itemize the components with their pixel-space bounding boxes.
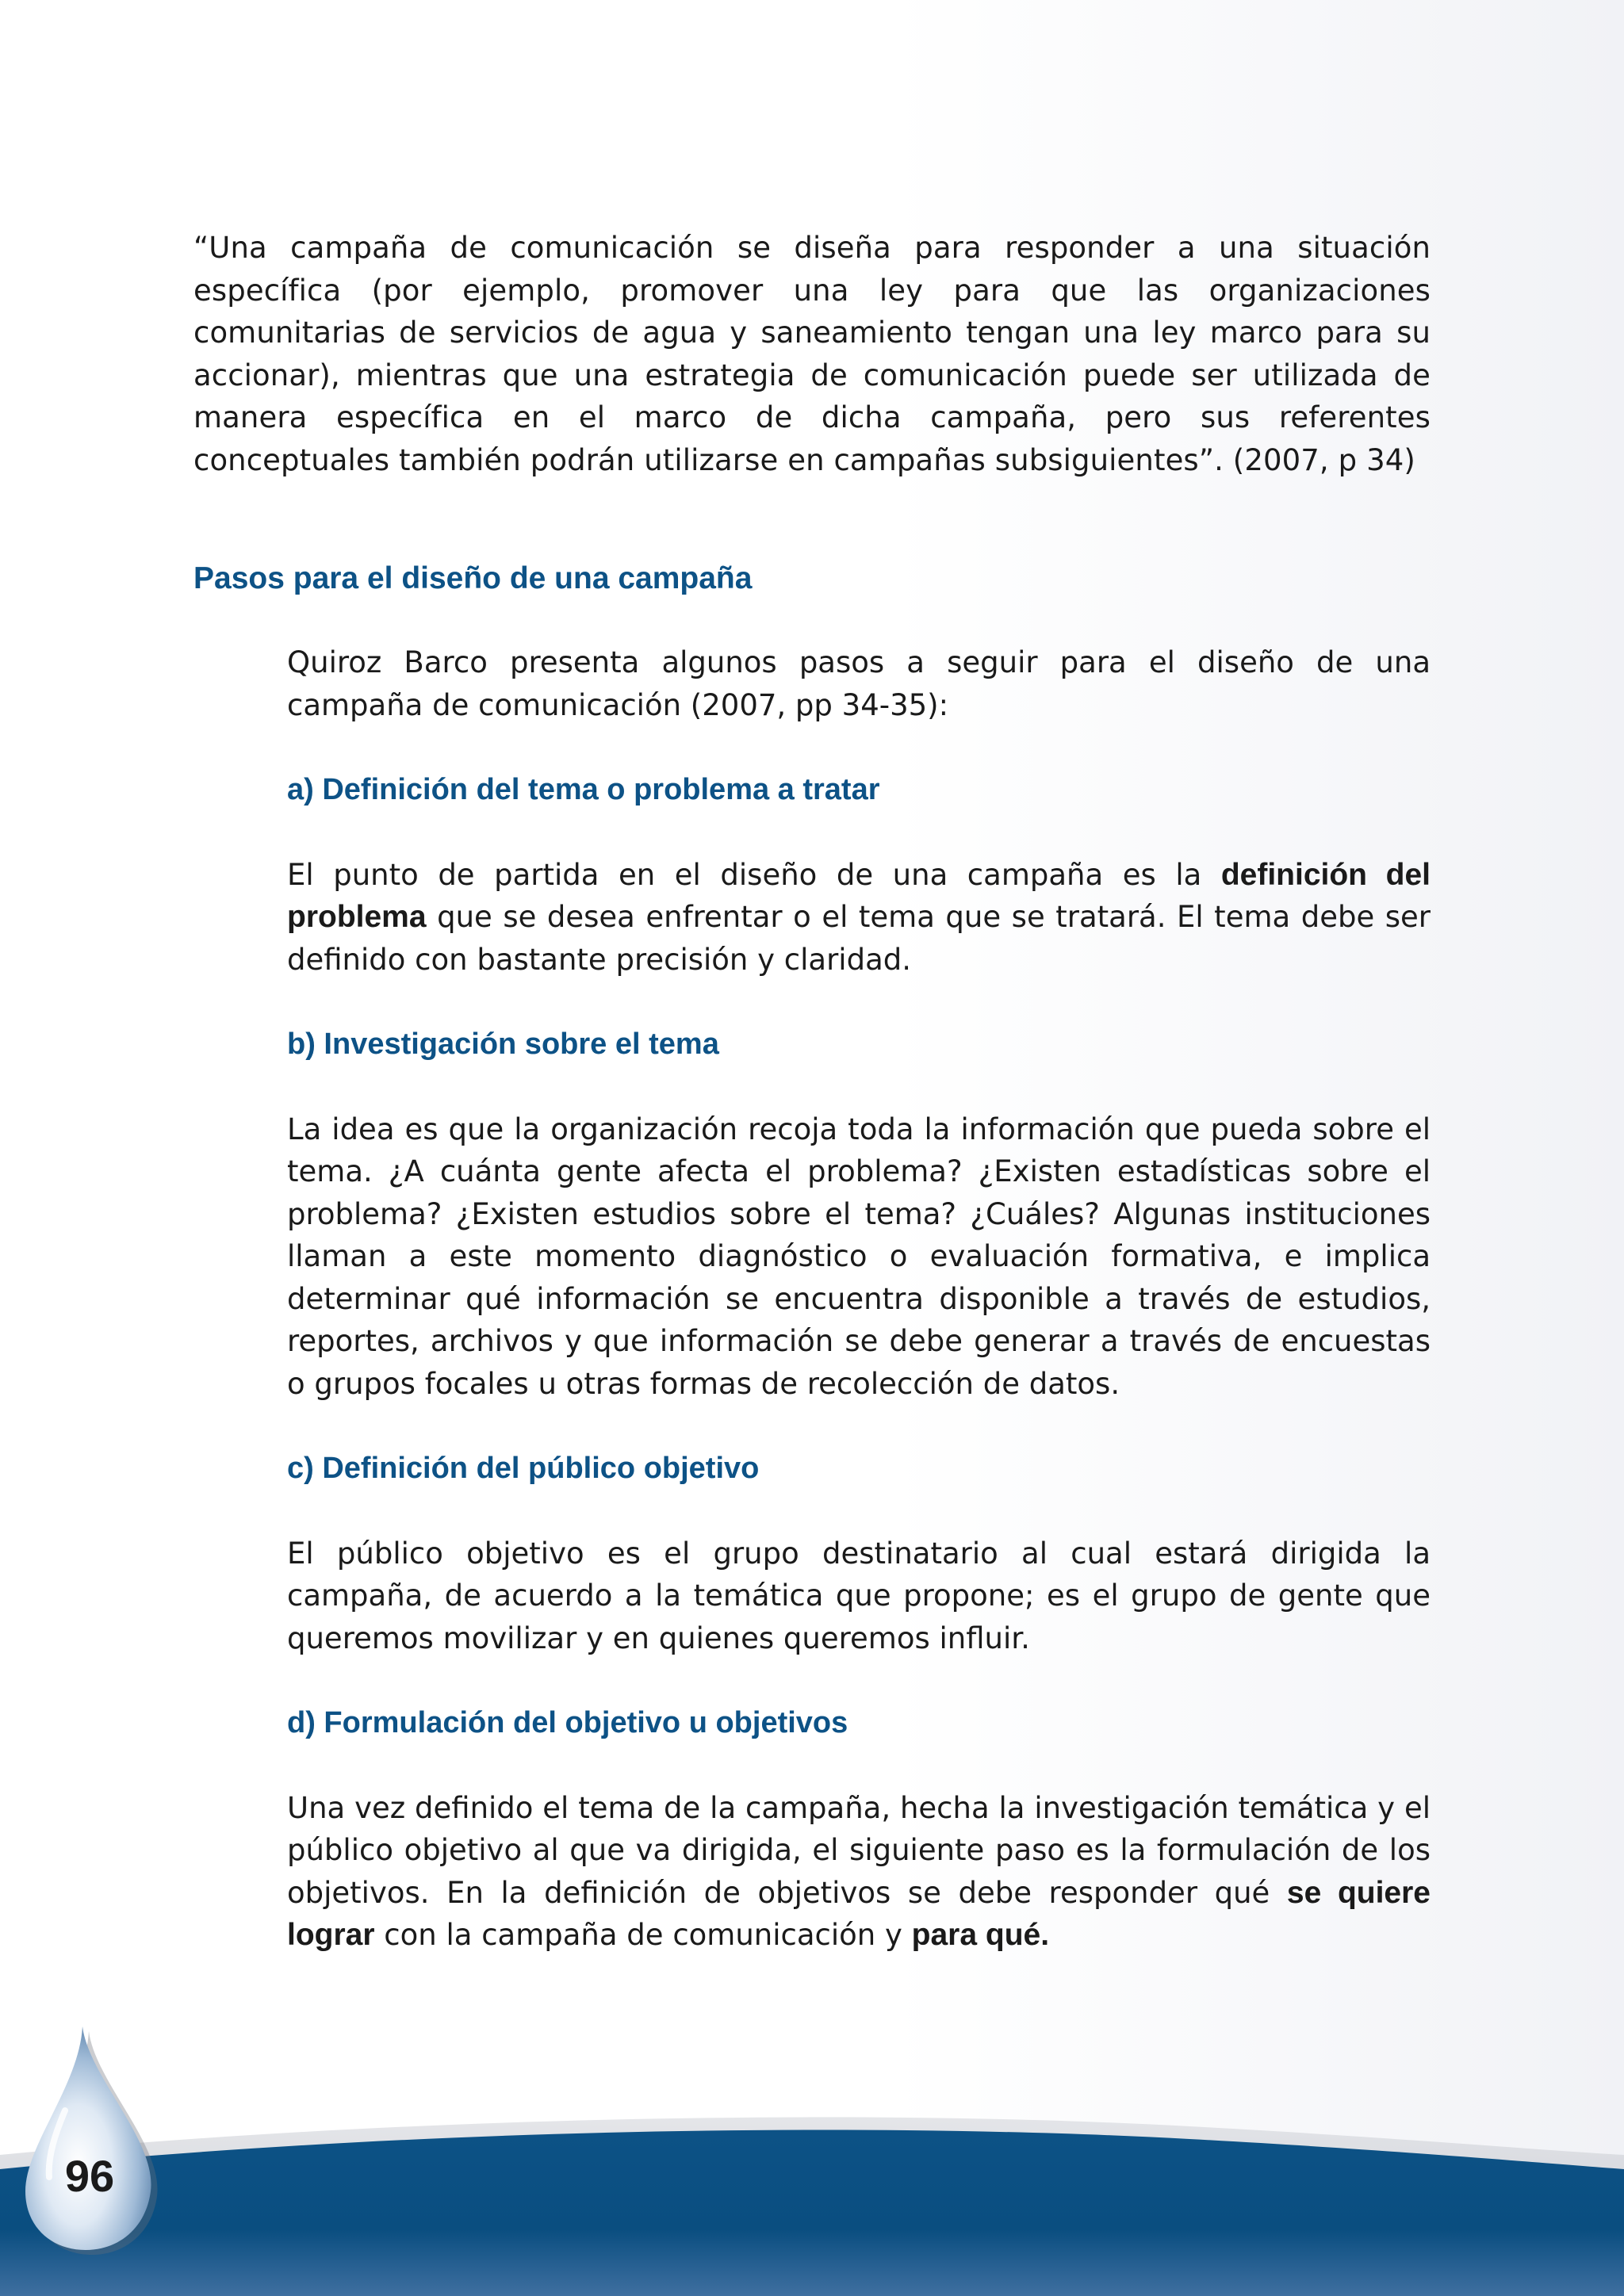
step-a-text-after: que se desea enfrentar o el tema que se tratará. El tema debe ser definido con bastante precisión y claridad. xyxy=(287,900,1431,977)
step-c-paragraph: El público objetivo es el grupo destinatario al cual estará dirigida la campaña, de acuerdo a la temática que propone; es el grupo de gente que queremos movilizar y en quienes queremos influir. xyxy=(287,1536,1431,1655)
step-d-bold-2: para qué. xyxy=(911,1918,1050,1952)
step-c-heading: c) Definición del público objetivo xyxy=(287,1452,760,1485)
step-d-paragraph xyxy=(287,1787,1431,1957)
step-a-bold: definición del problema xyxy=(287,857,1431,934)
step-a-heading: a) Definición del tema o problema a tratar xyxy=(287,773,880,806)
section-title: Pasos para el diseño de una campaña xyxy=(193,561,753,595)
intro-paragraph: Quiroz Barco presenta algunos pasos a seguir para el diseño de una campaña de comunicación (2007, pp 34-35): xyxy=(287,645,1431,722)
steps-block xyxy=(287,641,1431,1957)
page-number: 96 xyxy=(64,2151,115,2201)
step-d-heading: d) Formulación del objetivo u objetivos xyxy=(287,1706,848,1739)
page-content xyxy=(193,227,1431,1957)
step-b-heading: b) Investigación sobre el tema xyxy=(287,1027,719,1061)
footer-wave xyxy=(0,2093,1624,2296)
step-a-paragraph xyxy=(287,854,1431,982)
step-d-text-before: Una vez definido el tema de la campaña, hecha la investigación temática y el público objetivo al que va dirigida, el siguiente paso es la formulación de los objetivos. En la definición de objetivos se debe responder qué xyxy=(287,1790,1431,1910)
step-b-paragraph: La idea es que la organización recoja toda la información que pueda sobre el tema. ¿A cuánta gente afecta el problema? ¿Existen estadísticas sobre el problema? ¿Existen estudios sobre el tema? ¿Cuáles? Algunas instituciones llaman a este momento diagnóstico o evaluación formativa, e implica determinar qué información se encuentra disponible a través de estudios, reportes, archivos y que información se debe generar a través de encuestas o grupos focales u otras formas de recolección de datos. xyxy=(287,1112,1431,1401)
step-a-text-before: El punto de partida en el diseño de una campaña es la xyxy=(287,857,1221,892)
water-drop-icon xyxy=(16,2022,167,2260)
quote-paragraph: “Una campaña de comunicación se diseña para responder a una situación específica (por ejemplo, promover una ley para que las organizaciones comunitarias de servicios de agua y saneamiento tengan una ley marco para su accionar), mientras que una estrategia de comunicación puede ser utilizada de manera específica en el marco de dicha campaña, pero sus referentes conceptuales también podrán utilizarse en campañas subsiguientes”. (2007, p 34) xyxy=(193,231,1431,477)
step-d-text-middle: con la campaña de comunicación y xyxy=(374,1918,912,1952)
step-d-bold-1: se quiere lograr xyxy=(287,1875,1431,1952)
